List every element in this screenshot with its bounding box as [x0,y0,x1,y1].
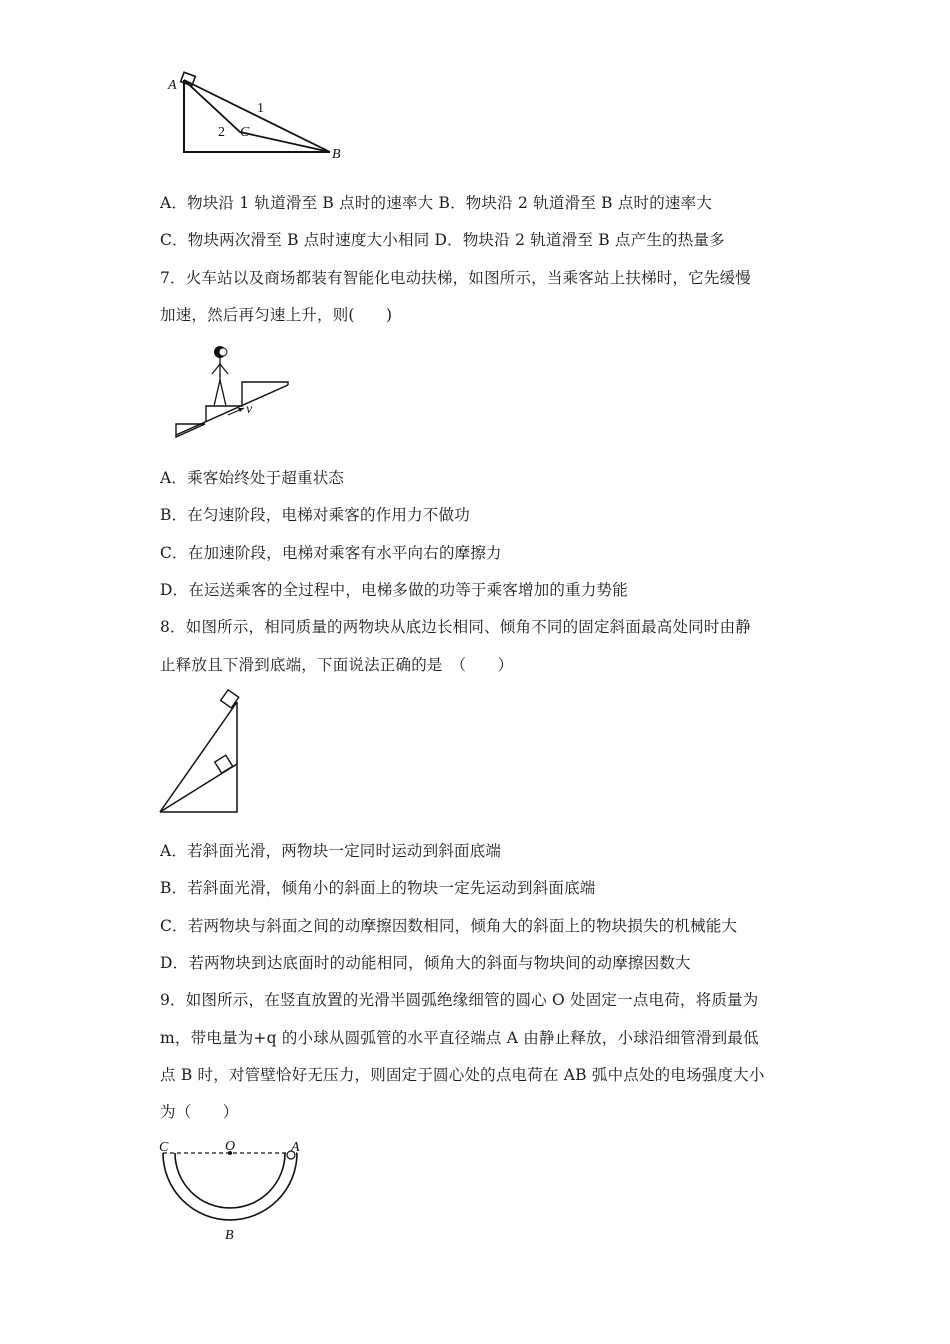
fig1-label-track1: 1 [257,101,264,116]
q6-options-ab: A．物块沿 1 轨道滑至 B 点时的速率大 B．物块沿 2 轨道滑至 B 点时的速率大 [160,194,713,212]
q8-option-c: C．若两物块与斜面之间的动摩擦因数相同，倾角大的斜面上的物块损失的机械能大 [160,917,738,935]
fig4-label-c: C [159,1140,169,1155]
fig4-label-a: A [291,1140,300,1155]
q9-stem-line3: 点 B 时，对管壁恰好无压力，则固定于圆心处的点电荷在 AB 弧中点处的电场强度大小 [160,1066,765,1084]
q9-stem-line1: 9．如图所示，在竖直放置的光滑半圆弧绝缘细管的圆心 O 处固定一点电荷，将质量为 [160,991,759,1009]
q7-stem-line2: 加速，然后再匀速上升，则( ) [160,306,393,324]
figure-two-tracks [160,70,360,165]
q8-option-b: B．若斜面光滑，倾角小的斜面上的物块一定先运动到斜面底端 [160,879,596,897]
fig1-label-c: C [240,125,250,140]
fig1-label-track2: 2 [218,125,225,140]
q7-stem-line1: 7．火车站以及商场都装有智能化电动扶梯，如图所示，当乘客站上扶梯时，它先缓慢 [160,269,751,287]
fig1-label-b: B [332,147,341,162]
fig1-label-a: A [168,78,177,93]
q7-option-c: C．在加速阶段，电梯对乘客有水平向右的摩擦力 [160,544,502,562]
q8-option-d: D．若两物块到达底面时的动能相同，倾角大的斜面与物块间的动摩擦因数大 [160,954,691,972]
q7-option-a: A．乘客始终处于超重状态 [160,469,345,487]
q9-stem-line2: m，带电量为+q 的小球从圆弧管的水平直径端点 A 由静止释放，小球沿细管滑到最低 [160,1029,759,1047]
q9-stem-line4: 为（ ） [160,1103,239,1121]
fig4-label-o: O [225,1139,236,1154]
figure-semicircle-tube [155,1135,315,1245]
q7-option-d: D．在运送乘客的全过程中，电梯多做的功等于乘客增加的重力势能 [160,581,628,599]
q8-option-a: A．若斜面光滑，两物块一定同时运动到斜面底端 [160,842,502,860]
q6-options-cd: C．物块两次滑至 B 点时速度大小相同 D．物块沿 2 轨道滑至 B 点产生的热量多 [160,231,725,249]
q8-stem-line1: 8．如图所示，相同质量的两物块从底边长相同、倾角不同的固定斜面最高处同时由静 [160,618,751,636]
figure-two-inclines [155,688,255,818]
q8-stem-line2: 止释放且下滑到底端，下面说法正确的是 （ ） [160,656,514,674]
figure-escalator [170,340,300,445]
q7-option-b: B．在匀速阶段，电梯对乘客的作用力不做功 [160,506,470,524]
fig4-label-b: B [225,1228,234,1243]
fig2-label-v: v [246,402,253,417]
